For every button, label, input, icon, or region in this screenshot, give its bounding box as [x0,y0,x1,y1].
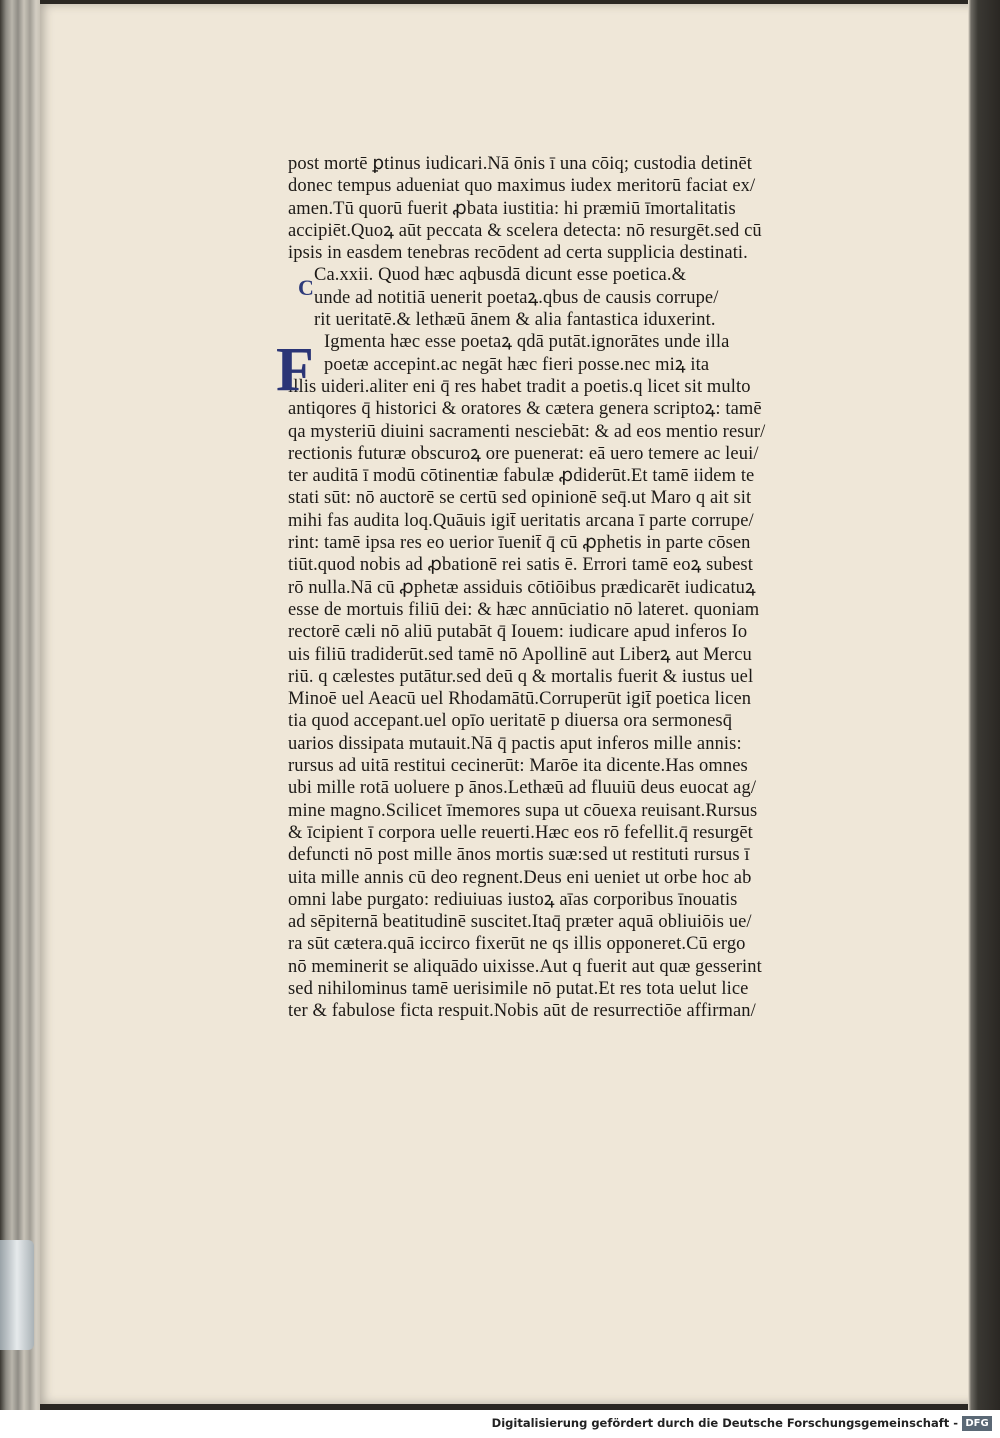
text-line: rint: tamē ipsa res eo uerior īuenit̄ q̄ cū ꝓphetis in parte cōsen [288,533,751,554]
text-line: accipiēt.Quoꝝ aūt peccata & scelera detecta: nō resurgēt.sed cū [288,220,762,241]
text-line: rō nulla.Nā cū ꝓphetæ assiduis cōtiōibus prædicarēt iudicatuꝝ [288,577,756,598]
text-line: rectionis futuræ obscuroꝝ ore puenerat: eā uero temere ac leui/ [288,443,759,464]
footer-credit-text: Digitalisierung gefördert durch die Deutsche Forschungsgemeinschaft - [491,1416,958,1430]
book-edge-left [0,0,40,1410]
dfg-logo-icon: DFG [962,1416,992,1431]
body-paragraph [288,331,848,1022]
text-line: omni labe purgato: rediuiuas iustoꝝ aīas corporibus īnouatis [288,889,738,910]
text-line: stati sūt: nō auctorē se certū sed opinionē seq̄.ut Maro q ait sit [288,488,752,509]
text-line: rit ueritatē.& lethæū ānem & alia fantastica iduxerint. [314,310,716,331]
text-line: & īcipient ī corpora uelle reuerti.Hæc eos rō fefellit.q̄ resurgēt [288,822,753,843]
text-line: mihi fas audita loq.Quāuis igit̄ ueritatis arcana ī parte corrupe/ [288,510,754,531]
text-line: illis uideri.aliter eni q̄ res habet tradit a poetis.q licet sit multo [288,376,751,397]
text-line: ad sēpiternā beatitudinē suscitet.Itaq̄ præter aquā obliuiōis ue/ [288,912,752,933]
text-line: qa mysteriū diuini sacramenti nesciebāt: & ad eos mentio resur/ [288,421,766,442]
text-line: rectorē cæli nō aliū putabāt q̄ Iouem: iudicare apud inferos Io [288,622,748,643]
text-line: unde ad notitiā uenerit poetaꝝ.qbus de causis corrupe/ [314,287,719,308]
text-line: esse de mortuis filiū dei: & hæc annūciatio nō lateret. quoniam [288,599,760,620]
text-line: ter auditā ī modū cōtinentiæ fabulæ ꝓdiderūt.Et tamē iidem te [288,466,755,487]
text-line: ipsis in easdem tenebras recōdent ad certa supplicia destinati. [288,243,748,264]
footer-bar [0,1410,1000,1438]
text-line: Minoē uel Aeacū uel Rhodamātū.Corruperūt igit̄ poetica licen [288,689,752,710]
text-line: amen.Tū quorū fuerit ꝓbata iustitia: hi præmiū īmortalitatis [288,198,736,219]
page-clip [0,1240,34,1350]
chapter-rubric-mark: C [298,275,314,300]
book-edge-right [968,0,1000,1410]
text-line: antiqores q̄ historici & oratores & cætera genera scriptoꝝ: tamē [288,399,762,420]
text-line: ra sūt cætera.quā iccirco fixerūt ne qs illis opponeret.Cū ergo [288,934,746,955]
text-line: uis filiū tradiderūt.sed tamē nō Apollinē aut Liberꝝ aut Mercu [288,644,752,665]
text-line: defuncti nō post mille ānos mortis suæ:sed ut restituti rursus ī [288,845,750,866]
text-line: uarios dissipata mutauit.Nā q̄ pactis aput inferos mille annis: [288,733,742,754]
text-line: poetæ accepint.ac negāt hæc fieri posse.nec miꝝ ita [324,354,710,375]
text-line: mine magno.Scilicet īmemores supa ut cōuexa reuisant.Rursus [288,800,758,821]
text-block [288,153,848,1023]
text-line: tiūt.quod nobis ad ꝓbationē rei satis ē. Errori tamē eoꝝ subest [288,555,753,576]
intro-paragraph [288,153,848,264]
text-line: sed nihilominus tamē uerisimile nō putat.Et res tota uelut lice [288,978,749,999]
text-line: post mortē ꝑtinus iudicari.Nā ōnis ī una cōiq; custodia detinēt [288,154,753,174]
decorated-initial: F [276,336,314,404]
text-line: riū. q cælestes putātur.sed deū q & mortalis fuerit & iustus uel [288,666,754,687]
text-line: Ca.xxii. Quod hæc aqbusdā dicunt esse poetica.& [314,265,687,286]
text-line: ubi mille rotā uoluere p ānos.Lethæū ad fluuiū deus euocat ag/ [288,778,757,799]
text-line: rursus ad uitā restitui cecinerūt: Marōe ita dicente.Has omnes [288,756,748,777]
text-line: uita mille annis cū deo regnent.Deus eni ueniet ut orbe hoc ab [288,867,752,888]
text-line: donec tempus adueniat quo maximus iudex meritorū faciat ex/ [288,176,756,197]
text-line: tia quod accepant.uel opīo ueritatē p diuersa ora sermonesq̄ [288,711,733,732]
text-line: Igmenta hæc esse poetaꝝ qdā putāt.ignorātes unde illa [324,332,730,353]
chapter-heading [288,264,848,331]
text-line: ter & fabulose ficta respuit.Nobis aūt de resurrectiōe affirman/ [288,1001,756,1022]
text-line: nō meminerit se aliquādo uixisse.Aut q fuerit aut quæ gesserint [288,956,762,977]
